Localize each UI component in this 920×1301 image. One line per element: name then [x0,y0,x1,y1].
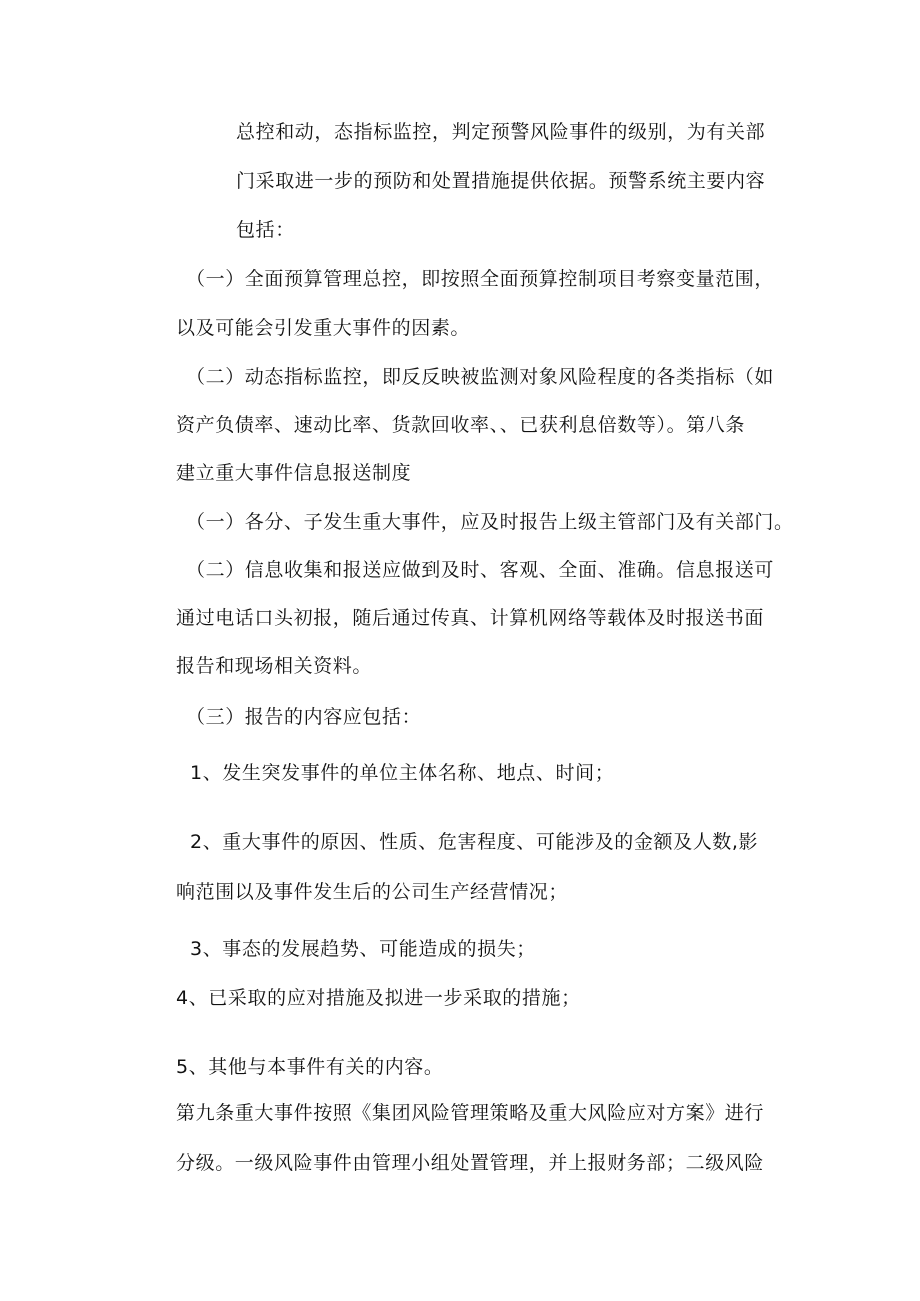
text-line: 资产负债率、速动比率、货款回收率、、已获利息倍数等）。第八条 [176,414,746,436]
text-line: （一）全面预算管理总控，即按照全面预算控制项目考察变量范围， [186,268,775,290]
list-item: 1、发生突发事件的单位主体名称、地点、时间； [190,762,615,784]
text-line: （一）各分、子发生重大事件，应及时报告上级主管部门及有关部门。 [186,511,794,533]
text-line: 包括： [236,219,295,241]
list-item: 4、已采取的应对措施及拟进一步采取的措施； [176,987,581,1009]
text-line: 分级。一级风险事件由管理小组处置管理，并上报财务部；二级风险 [176,1152,765,1174]
text-line: （二）动态指标监控，即反反映被监测对象风险程度的各类指标（如 [186,366,775,388]
list-item: 3、事态的发展趋势、可能造成的损失； [190,938,536,960]
text-line: 报告和现场相关资料。 [176,655,373,677]
text-line: 第九条重大事件按照《集团风险管理策略及重大风险应对方案》进行 [176,1102,765,1124]
list-item: 2、重大事件的原因、性质、危害程度、可能涉及的金额及人数,影 [190,831,759,853]
list-item: 5、其他与本事件有关的内容。 [176,1056,444,1078]
text-line: 建立重大事件信息报送制度 [176,462,412,484]
text-line: （二）信息收集和报送应做到及时、客观、全面、准确。信息报送可 [186,559,775,581]
text-line: 总控和动，态指标监控，判定预警风险事件的级别，为有关部 [236,121,766,143]
text-line: 响范围以及事件发生后的公司生产经营情况； [176,881,569,903]
text-line: 门采取进一步的预防和处置措施提供依据。预警系统主要内容 [236,170,766,192]
text-line: 通过电话口头初报，随后通过传真、计算机网络等载体及时报送书面 [176,607,765,629]
text-line: （三）报告的内容应包括： [186,706,422,728]
text-line: 以及可能会引发重大事件的因素。 [176,317,471,339]
